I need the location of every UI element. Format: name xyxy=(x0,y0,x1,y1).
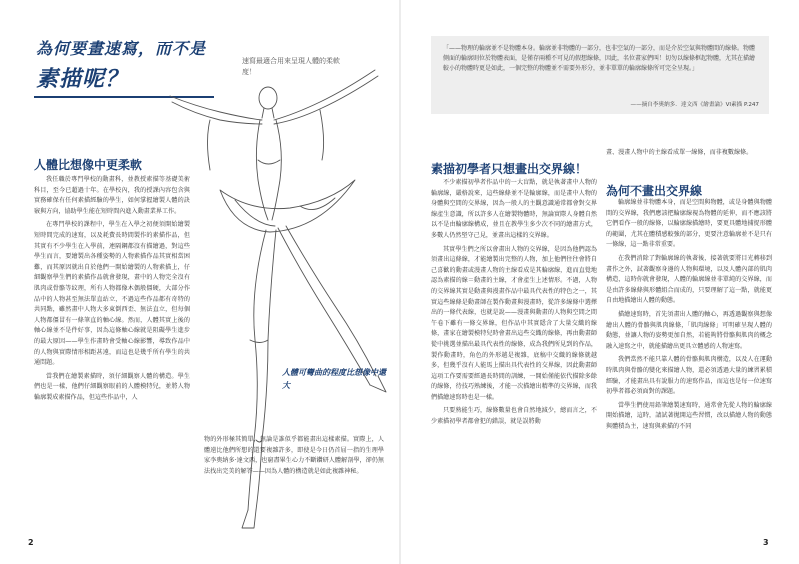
section-title-flexibility: 人體比想像中更柔軟 xyxy=(34,158,143,172)
paragraph: 在專門學校的課程中，學生在入學之初便須開始繪製短時間完成的速寫，以及耗費長時間製作的素描作品，但其實有不少學生在入學前，連隔鋼都沒有描繪過，對這些學生而言，要繪製出各種姿勢的人物素描作品其實相當困難，而其原因就出自於他們一開始繪製的人物素描上，仔細觀察學生們的素描作品就會發現，畫中的人物完全沒有肌肉或骨骼等紋理，所有人物都像木偶般僵硬，大部分作品中的人物甚至無法單直站立，不過這些作品都有奇特的共同點，雖然畫中人物大多東倒西歪、無法直立，但每個人物都僵冒有一條筆直的軸心線。然而，人體其實上後的軸心線並不是件好事，因為這條軸心線就是阻礙學生進步的最大原因——學生作畫時會受軸心線影響，導致作品中的人物與實際情形相距甚遠，而這也是幾乎所有學生的共通問題。 xyxy=(34,221,190,367)
quote-text: 「——物理的輪廓並不是物體本身。輪廓並非物體的一部分，也非空氣的一部分，而是介於空氣與物體間的線條。物體側面的輪廓則位於物體表面，是僅存兩種不可見的假想線條，因此，名位畫家們叫！切勿以線條框起物體，尤其在描繪較小的物體時更是如此，一個完整的物體並不需要外形分，並非單單的輪廓線條所可完全呈現。」 xyxy=(443,45,756,72)
paragraph: 當我們在繪製素描時，須仔細觀察人體的構造。學生們也是一樣，他們仔細觀察眼前的人體模特兒，並將人物輪廓製成素描作品，但這些作品中，人 xyxy=(34,372,190,401)
quote-box xyxy=(431,36,769,114)
section-title-why-not: 為何不畫出交界線 xyxy=(606,184,703,198)
section-title-boundary-lines: 素描初學者只想畫出交界線！ xyxy=(431,162,588,176)
paragraph: 我任職於專門學校的動畫科，並教授素描等基礎美術科目，至今已超過十年。在學校內，我的授課內容包含與實務確保有任何素描經驗的學生，如何掌握繪製人體的訣竅與方向，協助學生能在短時間內進入動畫業界工作。 xyxy=(34,176,190,215)
paragraph: 輪廓線並非物體本身，而是空間與物體，或是身體與物體間的交界線，我們應該把輪廓線視為物體的延伸，而不應該將它們看作一般的線條，以輪廓線描繪時，要更具體地捕捉形體的範圍，尤其在體積感較強的部分，更要注意輪廓並不是只有一條線，這一點非常重要。 xyxy=(606,199,772,249)
right-page xyxy=(401,0,799,564)
right-body-column-2 xyxy=(606,198,772,523)
paragraph: 畫、漫畫人物中的主線看成單一線條，而非複數線條。 xyxy=(606,149,753,156)
quote-source: ——摘自李奧納多．達文西《繪畫論》VI素描 P.247 xyxy=(630,102,759,108)
left-body-column xyxy=(34,175,190,520)
paragraph: 不少素描初學者作品中的一大盲點，就是執著畫中人物的輪廓線，嚴格說來，這些線條並不是輪廓線，而是畫中人物的身體與空間的交界線，因為一般人的主觀意識通常都會對交界線產生意識，所以許多人在繪製物體時，無論實際人身體自然以不是由輪廓線構成，並且在教學生多少次不同的繪畫方式，多數人仍然堅守己見，並畫出這樣的交界線。 xyxy=(431,179,597,239)
figure-callout: 人體可彎曲的程度比想像中還大 xyxy=(282,368,386,390)
paragraph: 我們當然不能只靠人體的骨骼與肌肉構造，以及人在運動時肌肉與骨骼的變化來描繪人物，還必須透過大量的練習累積經驗，才能畫出具有說服力的速寫作品，而這也是每一位速寫初學者都必須面對的課題。 xyxy=(606,356,772,396)
paragraph: 其實學生們之所以會畫出人物的交界線，是因為他們認為須畫出這條線，才能繪製出完整的人物，加上他們往往會將自己喜歡的動畫或漫畫人物的主線看成是其輪廓線，進而直覺地認為素描的線＝動畫的主線，才會產生上述情形。不過，人物的交界線其實是動畫與漫畫作品中最具代表性的特色之一，其實這些線條是動畫師在製作動畫與漫畫時，從許多線條中選擇出的一條代表線，也就是說——漫畫與動畫的人物與空間之間午卷下雖有一條交界線，但作品中其實隱含了大量交織的線條，畫家在繪製模特兒時會畫出這些交織的線條，再由動畫師從中挑選並描出最具代表性的線條，成為我們所見到的作品，製作動畫時，角色的外形越是複雜，底稿中交織的線條就越多，但幾乎沒有人能馬上描出具代表性的交界線，因此動畫師這項工作要需要經過長時間的訓練，一開始僅能依代描除多餘的線條，待技巧熟練後，才能一次描繪出精準的交界線，而我們描繪速寫時也是一樣。 xyxy=(431,245,597,401)
paragraph: 在我們消除了對輪廓線的執著後，接著就要將目光轉移到畫作之外，試著觀察身邊的人物與環境，以及人體內部的肌肉構造，這時你就會發現，人體的輪廓線並非單純的交界線，而是由許多線條與形體組合而成的，只要理解了這一點，就能更自由地描繪出人體的動態。 xyxy=(606,254,772,305)
paragraph: 只要熟能生巧，線條數量也會自然地減少，總而言之，不少素描初學者都會犯的錯誤，就是誤將動 xyxy=(431,407,597,426)
right-body-column-1 xyxy=(431,178,597,523)
main-title-line2: 素描呢？ xyxy=(36,67,129,92)
figure-caption: 速寫最適合用來呈現人體的柔軟度！ xyxy=(242,57,340,76)
right-body-column-2-top xyxy=(606,148,772,172)
page-number: 3 xyxy=(763,538,769,547)
paragraph: 描繪速寫時，首先須畫出人體的軸心，再透過觀察與想像繪出人體的骨骼與肌肉線條，「肌肉線條」可明確呈現人體的動態，並讓人物的姿勢更加自然，若能夠將骨骼與肌肉的概念融入速寫之中，就能描繪出更具立體感的人物速寫。 xyxy=(606,310,772,350)
left-body-column-2 xyxy=(204,435,384,520)
main-title-line1: 為何要畫速寫，而不是 xyxy=(36,39,207,58)
page-number: 2 xyxy=(28,538,34,547)
paragraph: 當學生們使用鉛筆繪製速寫時，通常會先從人物的輪廓線開始描繪，這時，請試著拋開這些習慣，改以描繪人物的動態與體積為主，速寫與素描的不同 xyxy=(606,401,772,430)
paragraph: 物的外形極其簡單，無論是誰似乎都能畫出這樣素描。實際上，人體遠比他們所想的還要複雜許多，即使是今日仍首屈一指的生理學家李奧納多·達文西，也窮盡畢生心力不斷鑽研人體解剖學，卻仍無法找出完美的解答——因為人體的構造就是如此複雜神秘。 xyxy=(204,436,384,475)
left-page xyxy=(0,0,399,564)
